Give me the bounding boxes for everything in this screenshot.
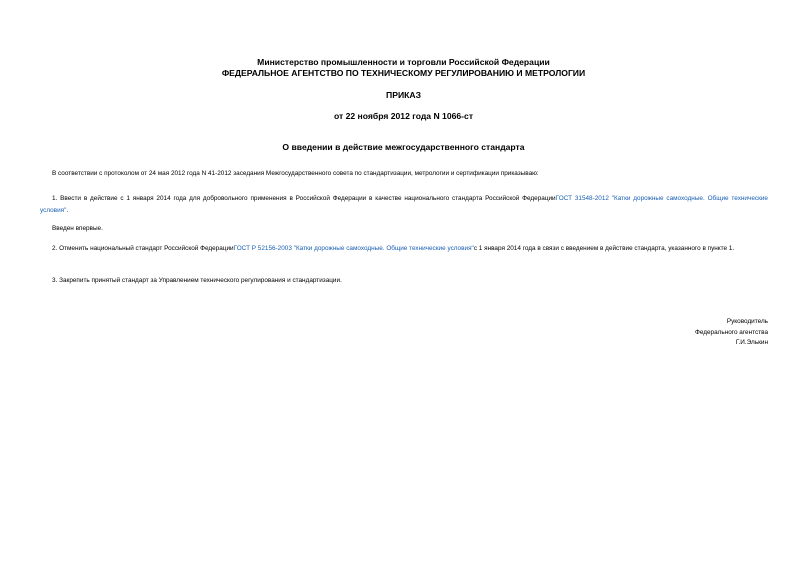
item-2-end: с 1 января 2014 года в связи с введением в действие стандарта, указанного в пункте 1. xyxy=(473,245,735,252)
paragraph-item-1 xyxy=(40,193,768,217)
document-date-number: от 22 ноября 2012 года N 1066-ст xyxy=(333,111,474,121)
paragraph-preamble: В соответствии с протоколом от 24 мая 2012 года N 41-2012 заседания Межгосударственного совета по стандартизации, метрологии и сертификации приказываю: xyxy=(52,170,539,177)
item-1-end: . xyxy=(66,207,69,214)
gost-r-52156-link[interactable]: ГОСТ Р 52156-2003 "Катки дорожные самоходные. Общие технические условия" xyxy=(233,245,474,252)
gost-31548-link[interactable]: ГОСТ 31548-2012 "Катки дорожные самоходные. Общие технические условия" xyxy=(40,195,768,214)
paragraph-item-2 xyxy=(40,243,768,255)
paragraph-item-3: 3. Закрепить принятый стандарт за Управлением технического регулирования и стандартизации. xyxy=(52,277,342,284)
item-1-text: 1. Ввести в действие с 1 января 2014 года для добровольного применения в Российской Федерации в качестве национального стандарта Российской Федерации xyxy=(52,195,556,202)
paragraph-introduced-first: Введен впервые. xyxy=(52,225,103,232)
signature-position: Руководитель xyxy=(726,318,768,325)
document-subject: О введении в действие межгосударственного стандарта xyxy=(282,142,525,152)
signature-organization: Федерального агентства xyxy=(694,328,768,336)
signature-name: Г.И.Элькин xyxy=(735,339,768,346)
document-type: ПРИКАЗ xyxy=(386,90,421,100)
ministry-name: Министерство промышленности и торговли Российской Федерации xyxy=(257,57,550,67)
agency-name: ФЕДЕРАЛЬНОЕ АГЕНТСТВО ПО ТЕХНИЧЕСКОМУ РЕГУЛИРОВАНИЮ И МЕТРОЛОГИИ xyxy=(221,68,586,78)
item-2-text: 2. Отменить национальный стандарт Российской Федерации xyxy=(52,245,234,252)
